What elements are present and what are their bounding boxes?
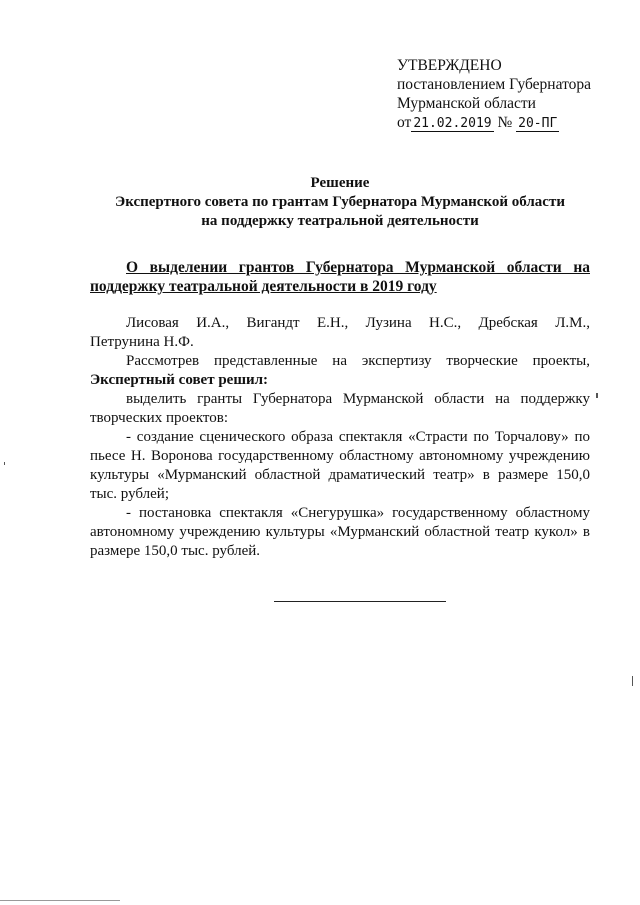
title-line-2: Экспертного совета по грантам Губернатора Мурманской области (115, 194, 565, 210)
scan-edge-line (0, 900, 120, 901)
approval-date-line (397, 113, 591, 133)
approval-stamp (397, 56, 591, 133)
grant-item-2: - постановка спектакля «Снегурушка» государственному областному автономному учреждению культуры «Мурманский областной театр кукол» в размере 150,0 тыс. рублей. (90, 505, 590, 559)
approval-line-1: постановлением Губернатора (397, 76, 592, 93)
approval-date-prefix: от (397, 114, 412, 131)
approval-date: 21.02.2019 (413, 116, 492, 131)
subject-line-1: О выделении грантов Губернатора Мурманской области на (126, 259, 590, 276)
document-subject (90, 258, 590, 296)
title-line-3: на поддержку театральной деятельности (201, 213, 479, 229)
document-title (90, 174, 590, 231)
considered-paragraph: Рассмотрев представленные на экспертизу творческие проекты, (126, 353, 590, 369)
title-line-1: Решение (310, 175, 370, 191)
council-decided: Экспертный совет решил: (90, 372, 269, 388)
decision-paragraph: выделить гранты Губернатора Мурманской области на поддержку творческих проектов: (90, 391, 590, 426)
closing-rule (274, 601, 446, 602)
members-line-1: Лисовая И.А., Вигандт Е.Н., Лузина Н.С., Дребская Л.М., (126, 315, 590, 331)
scan-speck (4, 462, 5, 465)
approval-heading: УТВЕРЖДЕНО (397, 57, 502, 74)
grant-item-1: - создание сценического образа спектакля «Страсти по Торчалову» по пьесе Н. Воронова государственному областному автономному учреждению культуры «Мурманский областной драматический театр» в размере 150,0 тыс. рублей; (90, 429, 590, 502)
scan-speck (596, 393, 598, 398)
approval-number-label: № (497, 114, 513, 131)
subject-line-2: поддержку театральной деятельности в 2019 году (90, 278, 437, 295)
scan-speck (632, 676, 633, 686)
document-body (90, 314, 590, 561)
approval-number: 20-ПГ (518, 116, 558, 131)
approval-line-2: Мурманской области (397, 95, 536, 112)
members-line-2: Петрунина Н.Ф. (90, 334, 194, 350)
